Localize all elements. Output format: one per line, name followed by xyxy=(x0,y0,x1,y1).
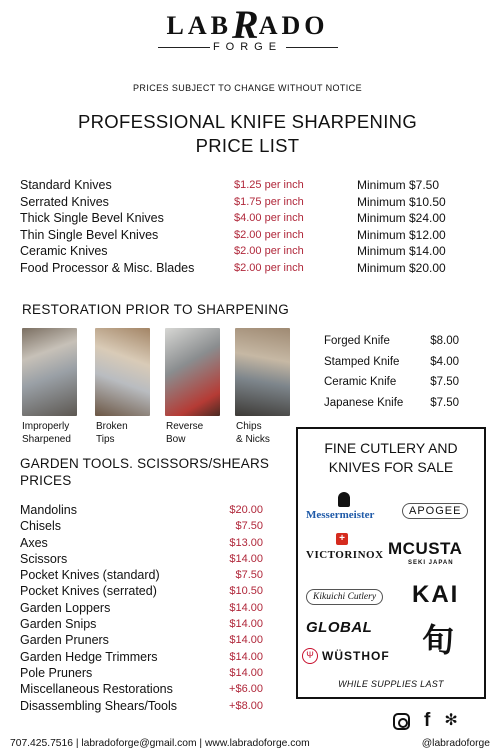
garden-item-price: $14.00 xyxy=(229,666,263,679)
garden-item-price: $14.00 xyxy=(229,601,263,614)
garden-item-name: Garden Pruners xyxy=(20,633,109,648)
garden-row xyxy=(20,632,263,648)
restoration-name: Stamped Knife xyxy=(324,355,400,368)
title-line-2: PRICE LIST xyxy=(195,135,300,156)
price-row xyxy=(20,260,460,277)
garden-row xyxy=(20,649,263,665)
chips-nicks-photo xyxy=(235,328,290,416)
caption-line: & Nicks xyxy=(236,434,270,445)
cutlery-title-line-1: FINE CUTLERY AND xyxy=(324,440,458,456)
price-row xyxy=(20,177,460,194)
garden-item-name: Pocket Knives (serrated) xyxy=(20,584,157,599)
restoration-row xyxy=(324,372,459,393)
item-minimum: Minimum $14.00 xyxy=(357,244,446,258)
global-logo: GLOBAL xyxy=(306,619,373,636)
restoration-price-list xyxy=(324,331,459,413)
garden-row xyxy=(20,502,263,518)
page-title xyxy=(0,110,495,158)
sharpening-price-list xyxy=(20,177,460,276)
garden-item-price: $14.00 xyxy=(229,650,263,663)
garden-item-price: $13.00 xyxy=(229,536,263,549)
improperly-sharpened-photo xyxy=(22,328,77,416)
logo-sub: FORGE xyxy=(148,40,348,54)
restoration-row xyxy=(324,393,459,414)
caption-line: Broken xyxy=(96,421,128,432)
contact-info[interactable]: 707.425.7516 | labradoforge@gmail.com | www.labradoforge.com xyxy=(10,738,310,749)
garden-row xyxy=(20,518,263,534)
item-rate: $1.25 per inch xyxy=(234,179,304,191)
price-row xyxy=(20,227,460,244)
reverse-bow-photo xyxy=(165,328,220,416)
social-handle[interactable]: @labradoforge xyxy=(421,738,490,749)
garden-item-price: $20.00 xyxy=(229,504,263,516)
garden-item-price: +$6.00 xyxy=(229,683,263,696)
yelp-icon[interactable]: ✻ xyxy=(444,712,458,729)
labrado-forge-logo xyxy=(0,2,495,54)
restoration-price: $4.00 xyxy=(430,355,459,368)
photo-caption xyxy=(236,420,270,446)
restoration-price: $8.00 xyxy=(430,335,459,347)
messermeister-logo: Messermeister xyxy=(306,509,375,521)
item-minimum: Minimum $24.00 xyxy=(357,211,446,225)
garden-item-price: $7.50 xyxy=(235,520,263,533)
price-row xyxy=(20,243,460,260)
restoration-name: Forged Knife xyxy=(324,335,390,347)
title-line-1: PROFESSIONAL KNIFE SHARPENING xyxy=(77,111,418,132)
garden-item-price: $14.00 xyxy=(229,634,263,647)
item-minimum: Minimum $20.00 xyxy=(357,260,446,275)
garden-item-name: Garden Hedge Trimmers xyxy=(20,649,158,664)
supplies-notice: WHILE SUPPLIES LAST xyxy=(338,679,444,689)
restoration-price: $7.50 xyxy=(430,396,459,409)
restoration-row xyxy=(324,352,459,373)
item-minimum: Minimum $12.00 xyxy=(357,227,446,242)
restoration-title: RESTORATION PRIOR TO SHARPENING xyxy=(22,302,290,317)
garden-item-name: Pole Pruners xyxy=(20,665,93,680)
caption-line: Reverse xyxy=(166,421,204,432)
facebook-icon[interactable]: f xyxy=(424,710,431,731)
price-row xyxy=(20,210,460,227)
garden-row xyxy=(20,567,263,583)
garden-row xyxy=(20,583,263,599)
item-rate: $2.00 per inch xyxy=(234,261,304,274)
item-name: Thick Single Bevel Knives xyxy=(20,211,164,225)
garden-row xyxy=(20,600,263,616)
item-rate: $1.75 per inch xyxy=(234,195,304,208)
wusthof-trident-icon: Ψ xyxy=(302,648,318,664)
garden-item-name: Axes xyxy=(20,535,48,550)
logo-left: LAB xyxy=(166,11,232,40)
logo-mark: R xyxy=(232,2,259,47)
garden-title-line-1: GARDEN TOOLS. SCISSORS/SHEARS xyxy=(20,456,270,471)
instagram-icon[interactable] xyxy=(393,713,410,730)
mcusta-subtitle: SEKI JAPAN xyxy=(408,560,454,566)
cutlery-title-line-2: KNIVES FOR SALE xyxy=(328,459,454,475)
garden-item-name: Mandolins xyxy=(20,503,77,517)
garden-item-price: $10.50 xyxy=(229,585,263,598)
kikuichi-logo: Kikuichi Cutlery xyxy=(306,589,383,605)
contact-footer xyxy=(10,738,490,749)
item-name: Ceramic Knives xyxy=(20,244,108,258)
logo-right: ADO xyxy=(258,11,329,40)
garden-item-name: Garden Snips xyxy=(20,617,97,632)
item-minimum: Minimum $7.50 xyxy=(357,178,440,192)
garden-item-name: Scissors xyxy=(20,551,68,566)
price-notice: PRICES SUBJECT TO CHANGE WITHOUT NOTICE xyxy=(133,83,362,93)
restoration-price: $7.50 xyxy=(430,376,459,388)
restoration-name: Japanese Knife xyxy=(324,396,404,409)
item-name: Standard Knives xyxy=(20,178,112,192)
shun-logo: 旬 xyxy=(422,622,455,658)
swiss-cross-icon: + xyxy=(336,533,348,545)
item-rate: $2.00 per inch xyxy=(234,245,304,257)
item-rate: $2.00 per inch xyxy=(234,228,304,241)
garden-row xyxy=(20,665,263,681)
garden-row xyxy=(20,616,263,632)
garden-row xyxy=(20,535,263,551)
garden-item-name: Garden Loppers xyxy=(20,600,111,615)
mcusta-logo: MCUSTA xyxy=(388,539,463,558)
garden-row xyxy=(20,698,263,714)
photo-caption xyxy=(96,420,128,446)
caption-line: Chips xyxy=(236,421,262,432)
garden-title-line-2: PRICES xyxy=(20,472,72,488)
garden-item-price: $14.00 xyxy=(229,552,263,565)
item-name: Serrated Knives xyxy=(20,194,109,209)
social-icons xyxy=(393,712,458,730)
garden-item-price: $14.00 xyxy=(229,618,263,631)
photo-caption xyxy=(166,420,203,446)
price-row xyxy=(20,194,460,211)
caption-line: Tips xyxy=(96,434,115,445)
garden-item-name: Chisels xyxy=(20,519,61,534)
item-name: Thin Single Bevel Knives xyxy=(20,227,159,242)
garden-tools-list xyxy=(20,502,263,714)
garden-item-price: $7.50 xyxy=(235,569,263,582)
cutlery-title xyxy=(298,439,484,477)
item-minimum: Minimum $10.50 xyxy=(357,194,446,209)
caption-line: Improperly xyxy=(22,421,70,432)
restoration-row xyxy=(324,331,459,352)
garden-item-name: Miscellaneous Restorations xyxy=(20,682,173,697)
messermeister-emblem-icon xyxy=(338,492,350,507)
photo-caption xyxy=(22,420,71,446)
item-name: Food Processor & Misc. Blades xyxy=(20,260,195,275)
item-rate: $4.00 per inch xyxy=(234,212,304,224)
cutlery-for-sale-box xyxy=(296,427,486,699)
broken-tips-photo xyxy=(95,328,150,416)
garden-item-name: Disassembling Shears/Tools xyxy=(20,698,178,713)
wusthof-text: WÜSTHOF xyxy=(322,649,390,663)
garden-row xyxy=(20,681,263,697)
caption-line: Sharpened xyxy=(22,434,71,445)
apogee-logo: APOGEE xyxy=(402,503,468,519)
caption-line: Bow xyxy=(166,434,186,445)
victorinox-logo: VICTORINOX xyxy=(306,549,384,561)
garden-item-name: Pocket Knives (standard) xyxy=(20,568,160,583)
garden-item-price: +$8.00 xyxy=(229,699,263,712)
restoration-name: Ceramic Knife xyxy=(324,376,397,388)
wusthof-logo xyxy=(322,649,390,663)
garden-tools-title xyxy=(20,456,300,489)
garden-row xyxy=(20,551,263,567)
kai-logo: KAI xyxy=(412,581,460,608)
